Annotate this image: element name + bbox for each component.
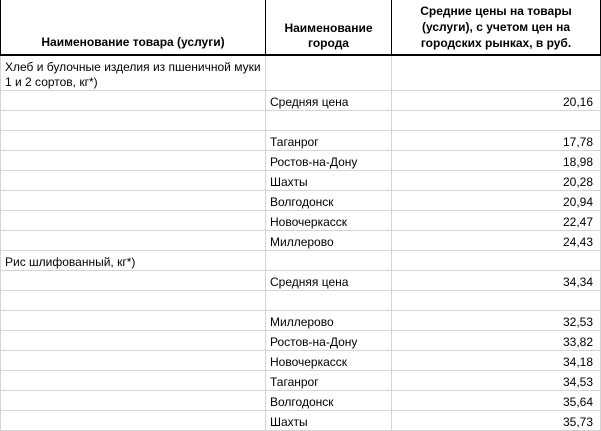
table-row	[1, 151, 601, 171]
cell-price[interactable]: 35,73	[392, 411, 601, 431]
table-row	[1, 91, 601, 111]
cell-price[interactable]: 34,53	[392, 371, 601, 391]
cell-product[interactable]	[1, 111, 266, 131]
cell-price[interactable]: 22,47	[392, 211, 601, 231]
cell-city[interactable]: Шахты	[266, 411, 392, 431]
cell-city[interactable]: Средняя цена	[266, 271, 392, 291]
table-row	[1, 55, 601, 91]
cell-city[interactable]: Волгодонск	[266, 391, 392, 411]
cell-price[interactable]	[392, 55, 601, 91]
cell-price[interactable]: 20,94	[392, 191, 601, 211]
cell-price[interactable]: 32,53	[392, 311, 601, 331]
header-row	[1, 0, 601, 55]
cell-price[interactable]: 20,16	[392, 91, 601, 111]
table-row	[1, 291, 601, 311]
cell-product[interactable]: Рис шлифованный, кг*)	[1, 251, 266, 271]
cell-product[interactable]	[1, 411, 266, 431]
cell-price[interactable]: 34,18	[392, 351, 601, 371]
cell-city[interactable]: Миллерово	[266, 311, 392, 331]
cell-city[interactable]: Волгодонск	[266, 191, 392, 211]
cell-product[interactable]	[1, 211, 266, 231]
table-row	[1, 111, 601, 131]
table-row	[1, 131, 601, 151]
header-price[interactable]: Средние цены на товары (услуги), с учетом цен на городских рынках, в руб.	[392, 0, 601, 55]
cell-product[interactable]: Хлеб и булочные изделия из пшеничной муки 1 и 2 сортов, кг*)	[1, 55, 266, 91]
cell-price[interactable]: 17,78	[392, 131, 601, 151]
table-body	[1, 55, 601, 431]
table-row	[1, 271, 601, 291]
cell-price[interactable]: 20,28	[392, 171, 601, 191]
cell-product[interactable]	[1, 171, 266, 191]
cell-product[interactable]	[1, 311, 266, 331]
table-row	[1, 391, 601, 411]
cell-city[interactable]: Средняя цена	[266, 91, 392, 111]
cell-city[interactable]: Миллерово	[266, 231, 392, 251]
cell-product[interactable]	[1, 291, 266, 311]
header-product[interactable]: Наименование товара (услуги)	[1, 0, 266, 55]
cell-product[interactable]	[1, 191, 266, 211]
table-row	[1, 351, 601, 371]
cell-city[interactable]: Шахты	[266, 171, 392, 191]
cell-city[interactable]: Новочеркасск	[266, 351, 392, 371]
cell-city[interactable]	[266, 291, 392, 311]
cell-city[interactable]: Таганрог	[266, 131, 392, 151]
cell-product[interactable]	[1, 331, 266, 351]
cell-price[interactable]	[392, 291, 601, 311]
cell-product[interactable]	[1, 271, 266, 291]
cell-price[interactable]: 35,64	[392, 391, 601, 411]
cell-city[interactable]: Ростов-на-Дону	[266, 331, 392, 351]
cell-product[interactable]	[1, 371, 266, 391]
table-row	[1, 211, 601, 231]
cell-price[interactable]	[392, 111, 601, 131]
cell-product[interactable]	[1, 151, 266, 171]
cell-price[interactable]: 24,43	[392, 231, 601, 251]
table-row	[1, 371, 601, 391]
cell-price[interactable]	[392, 251, 601, 271]
cell-city[interactable]: Новочеркасск	[266, 211, 392, 231]
table-row	[1, 331, 601, 351]
cell-city[interactable]	[266, 55, 392, 91]
table-row	[1, 411, 601, 431]
table-row	[1, 171, 601, 191]
cell-city[interactable]: Ростов-на-Дону	[266, 151, 392, 171]
cell-product[interactable]	[1, 131, 266, 151]
cell-product[interactable]	[1, 391, 266, 411]
header-city[interactable]: Наименование города	[266, 0, 392, 55]
cell-city[interactable]: Таганрог	[266, 371, 392, 391]
cell-city[interactable]	[266, 251, 392, 271]
cell-city[interactable]	[266, 111, 392, 131]
cell-price[interactable]: 33,82	[392, 331, 601, 351]
cell-product[interactable]	[1, 91, 266, 111]
cell-price[interactable]: 34,34	[392, 271, 601, 291]
table-row	[1, 311, 601, 331]
cell-product[interactable]	[1, 231, 266, 251]
table-row	[1, 191, 601, 211]
table-row	[1, 231, 601, 251]
cell-product[interactable]	[1, 351, 266, 371]
cell-price[interactable]: 18,98	[392, 151, 601, 171]
table-row	[1, 251, 601, 271]
